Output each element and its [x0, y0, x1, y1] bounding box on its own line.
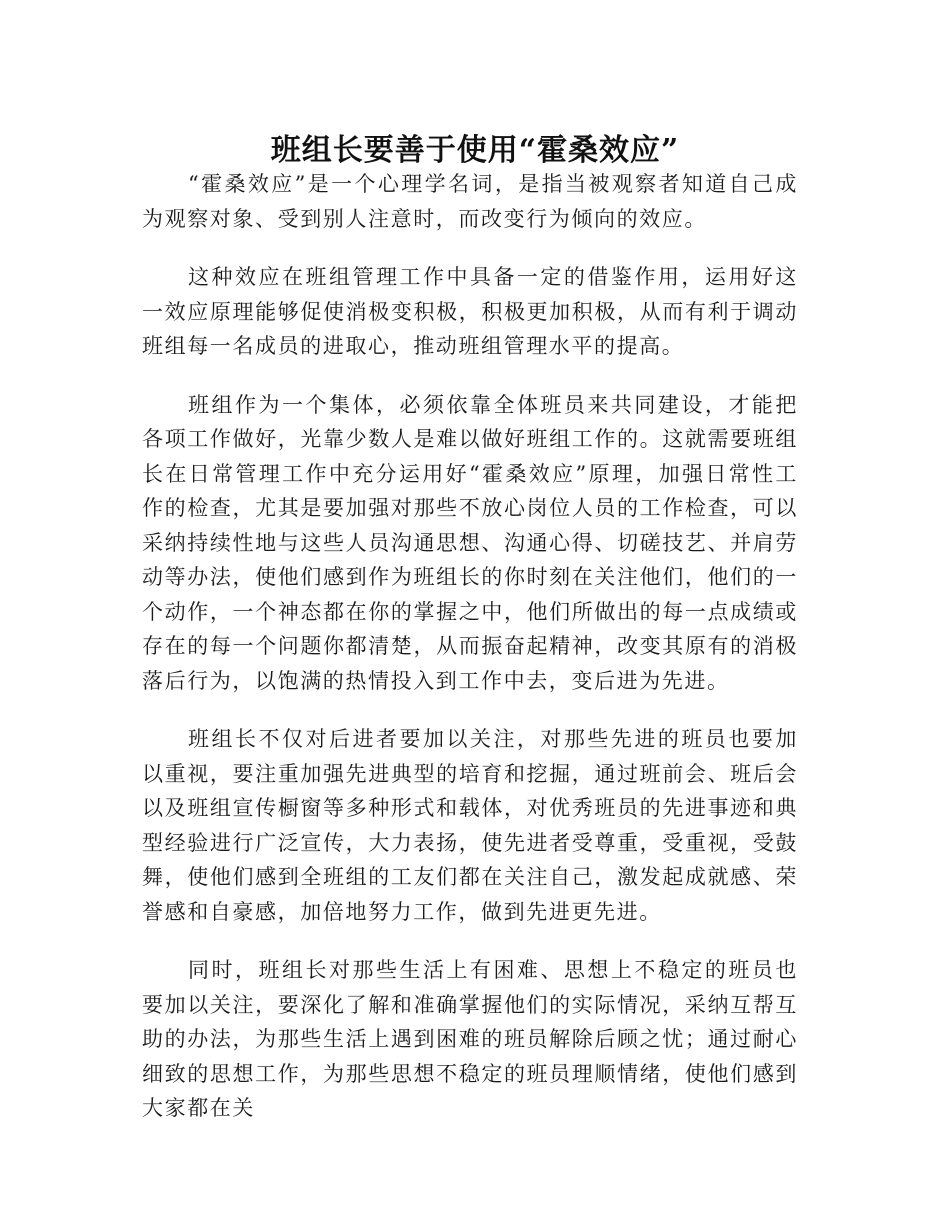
document-title: 班组长要善于使用“霍桑效应”: [270, 133, 680, 169]
paragraph-4: 班组长不仅对后进者要加以关注，对那些先进的班员也要加以重视，要注重加强先进典型的培育和挖掘，通过班前会、班后会以及班组宣传橱窗等多种形式和载体，对优秀班员的先进事迹和典型经验进行广泛宣传，大力表扬，使先进者受尊重，受重视，受鼓舞，使他们感到全班组的工友们都在关注自己，激发起成就感、荣誉感和自豪感，加倍地努力工作，做到先进更先进。: [142, 727, 798, 924]
paragraph-2: 这种效应在班组管理工作中具备一定的借鉴作用，运用好这一效应原理能够促使消极变积极，积极更加积极，从而有利于调动班组每一名成员的进取心，推动班组管理水平的提高。: [142, 265, 798, 358]
paragraph-5: 同时，班组长对那些生活上有困难、思想上不稳定的班员也要加以关注，要深化了解和准确掌握他们的实际情况，采纳互帮互助的办法，为那些生活上遇到困难的班员解除后顾之忧；通过耐心细致的思想工作，为那些思想不稳定的班员理顺情绪，使他们感到大家都在关: [142, 958, 798, 1120]
document-body: [142, 167, 798, 1150]
paragraph-3: 班组作为一个集体，必须依靠全体班员来共同建设，才能把各项工作做好，光靠少数人是难以做好班组工作的。这就需要班组长在日常管理工作中充分运用好“霍桑效应”原理，加强日常性工作的检查，尤其是要加强对那些不放心岗位人员的工作检查，可以采纳持续性地与这些人员沟通思想、沟通心得、切磋技艺、并肩劳动等办法，使他们感到作为班组长的你时刻在关注他们，他们的一个动作，一个神态都在你的掌握之中，他们所做出的每一点成绩或存在的每一个问题你都清楚，从而振奋起精神，改变其原有的消极落后行为，以饱满的热情投入到工作中去，变后进为先进。: [142, 392, 798, 693]
paragraph-1: “霍桑效应”是一个心理学名词，是指当被观察者知道自己成为观察对象、受到别人注意时，而改变行为倾向的效应。: [142, 172, 798, 231]
